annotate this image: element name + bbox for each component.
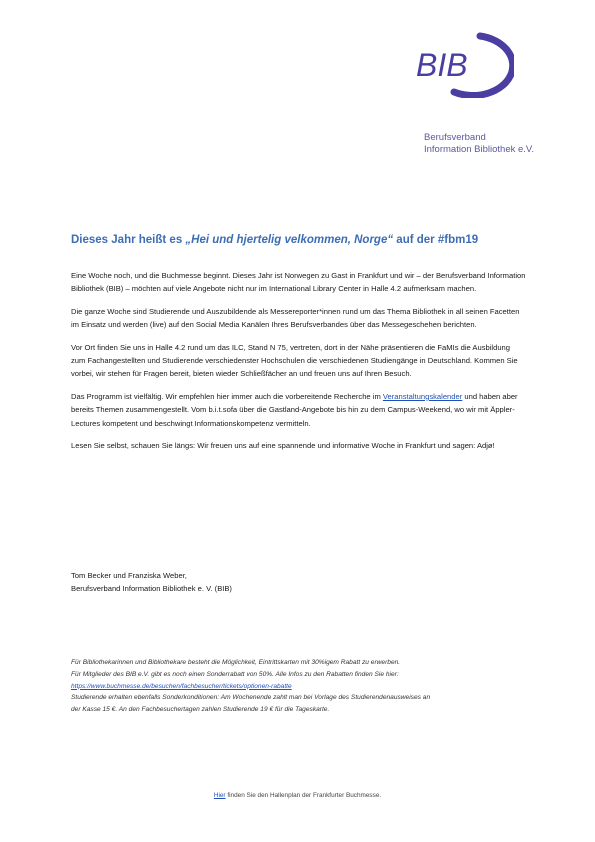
- headline-quote: „Hei und hjertelig velkommen, Norge“: [185, 234, 394, 246]
- signature: [71, 569, 471, 596]
- paragraph-2: Die ganze Woche sind Studierende und Auszubildende als Messereporter*innen rund um das Thema Bibliothek in all seinen Facetten im Einsatz und werden (live) auf den Social Media Kanälen Ihres Berufsverbandes über das Messegeschehen berichten.: [71, 306, 520, 330]
- organization-line-1: Berufsverband: [424, 132, 486, 143]
- event-calendar-link[interactable]: Veranstaltungskalender: [382, 391, 463, 401]
- discount-notes: [71, 657, 526, 716]
- page-title: [71, 234, 541, 246]
- logo-text: BIB: [416, 47, 468, 83]
- article-body: [71, 269, 526, 461]
- footer: [0, 792, 595, 799]
- signature-names: Tom Becker und Franziska Weber,: [71, 571, 187, 580]
- discount-link[interactable]: https://www.buchmesse.de/besuchen/fachbesucher/tickets/optionen-rabatte: [71, 682, 292, 690]
- paragraph-4-after: und haben aber bereits Themen zusammengestellt. Vom b.i.t.sofa über die Gastland-Angebote bis hin zu dem Campus-Weekend, wo wir mit Äppler-Lectures kompetent und beschwingt Informationskompetenz vermitteln.: [71, 391, 518, 428]
- paragraph-4: [71, 390, 526, 430]
- organization-name: [424, 132, 534, 156]
- organization-line-2: Information Bibliothek e.V.: [424, 144, 535, 155]
- headline-after: auf der #fbm19: [393, 234, 479, 246]
- hall-plan-link[interactable]: Hier: [213, 792, 226, 799]
- paragraph-1: Eine Woche noch, und die Buchmesse beginnt. Dieses Jahr ist Norwegen zu Gast in Frankfurt und wir – der Berufsverband Information Bibliothek (BIB) – möchten auf viele Angebote nicht nur im International Library Center in Halle 4.2 aufmerksam machen.: [71, 271, 526, 294]
- paragraph-5: Lesen Sie selbst, schauen Sie längs: Wir freuen uns auf eine spannende und informative Woche in Frankfurt und sagen: Adjø!: [71, 441, 495, 451]
- footer-text: finden Sie den Hallenplan der Frankfurter Buchmesse.: [225, 792, 382, 799]
- paragraph-4-before: Das Programm ist vielfältig. Wir empfehlen hier immer auch die vorbereitende Recherche im: [71, 391, 383, 401]
- notes-line-2: Für Mitglieder des BIB e.V. gibt es noch einen Sonderrabatt von 50%. Alle Infos zu den Rabatten finden Sie hier:: [71, 670, 399, 678]
- notes-line-4: der Kasse 15 €. An den Fachbesuchertagen zahlen Studierende 19 € für die Tageskarte.: [71, 706, 330, 714]
- signature-org: Berufsverband Information Bibliothek e. V. (BIB): [71, 584, 232, 594]
- notes-line-1: Für Bibliothekarinnen und Bibliothekare besteht die Möglichkeit, Eintrittskarten mit 30%igem Rabatt zu erwerben.: [71, 659, 401, 666]
- paragraph-3: Vor Ort finden Sie uns in Halle 4.2 rund um das ILC, Stand N 75, vertreten, dort in der Nähe präsentieren die FaMIs die Ausbildung zum Fachangestellten und Studierende verschiedenster Hochschulen die verschiedenen Studiengänge in Deutschland. Kommen Sie vorbei, wir stehen für Fragen bereit, bieten wieder Schließfächer an und freuen uns auf Ihren Besuch.: [71, 342, 518, 379]
- headline-before: Dieses Jahr heißt es: [71, 234, 186, 246]
- notes-line-3: Studierende erhalten ebenfalls Sonderkonditionen: Am Wochenende zahlt man bei Vorlage des Studierendenausweises an: [71, 694, 431, 702]
- bib-logo: [414, 32, 514, 98]
